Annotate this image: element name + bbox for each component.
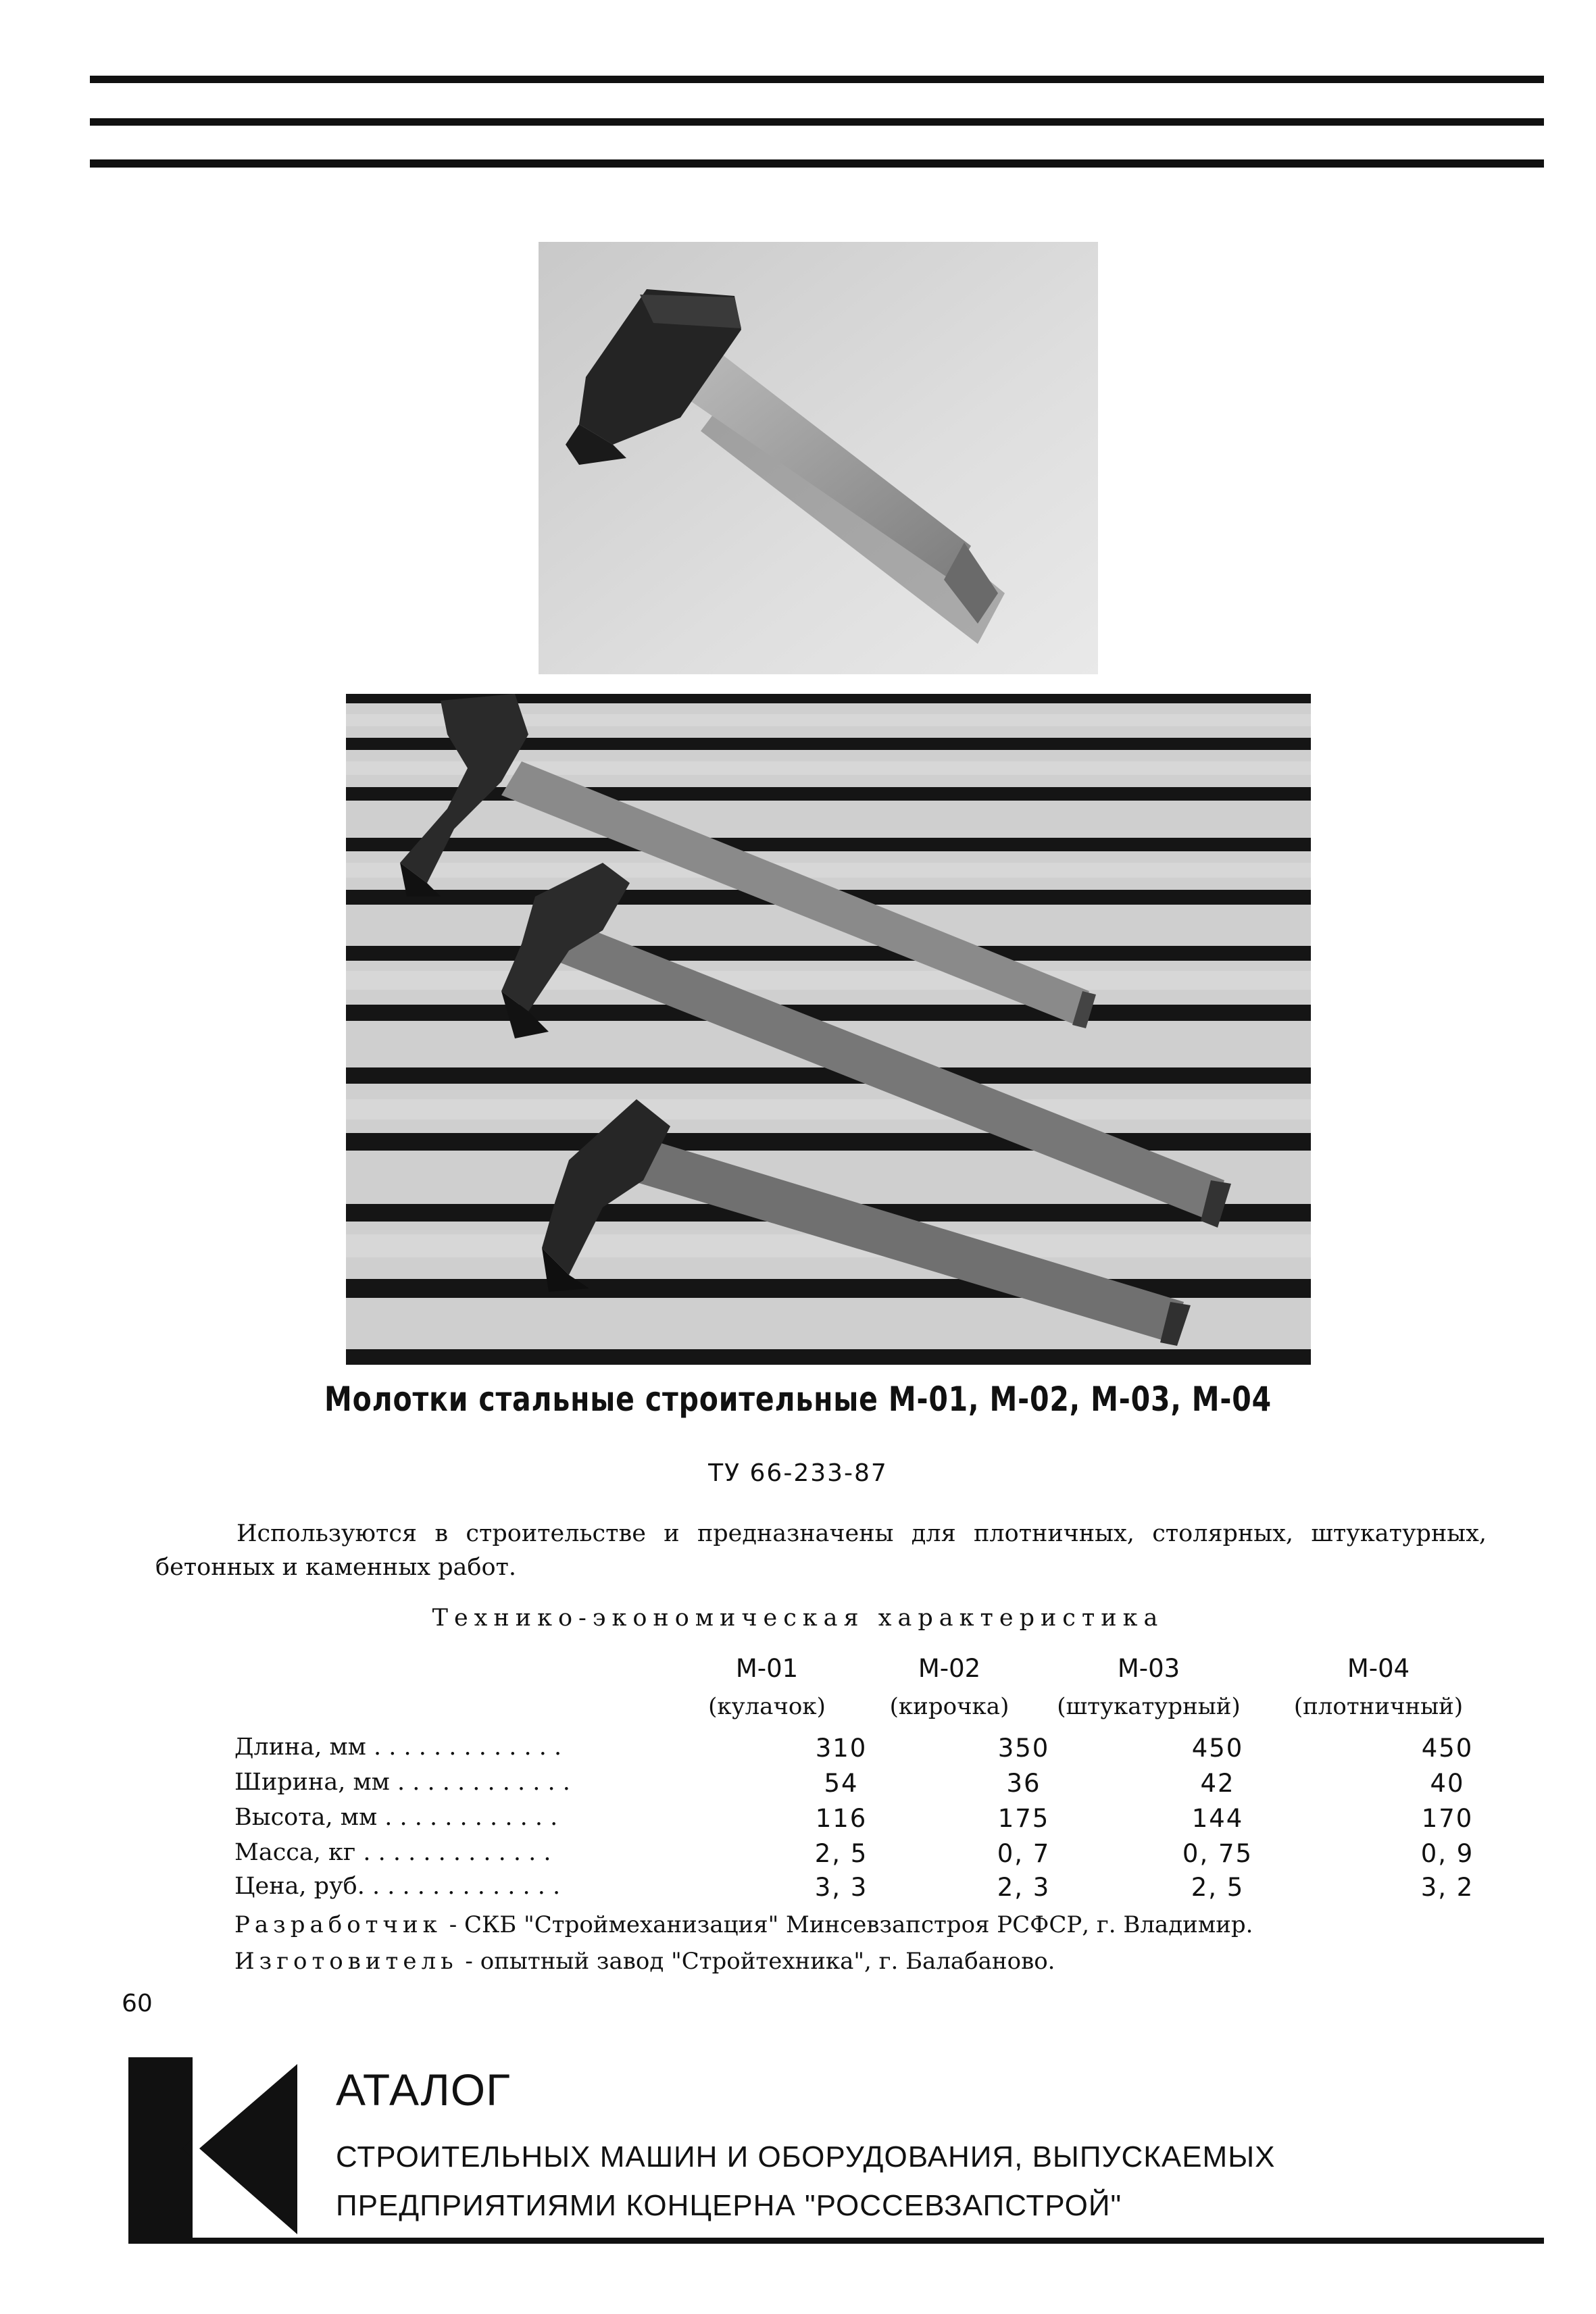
column-type: (кирочка) [889,1693,1009,1720]
cell-m01: 310 [815,1734,868,1763]
cell-m04: 40 [1430,1769,1465,1798]
cell-m04: 170 [1421,1804,1474,1833]
cell-m03: 42 [1200,1769,1235,1798]
cell-m02: 2, 3 [997,1873,1051,1902]
column-model: М-02 [918,1654,981,1683]
credits [234,1907,1253,1980]
catalog-subtitle-line-2: ПРЕДПРИЯТИЯМИ КОНЦЕРНА "РОССЕВЗАПСТРОЙ" [336,2189,1122,2222]
column-header-m01 [682,1650,851,1726]
cell-m02: 0, 7 [997,1839,1051,1868]
column-model: М-01 [735,1654,799,1683]
column-model: М-03 [1117,1654,1180,1683]
column-header-m04 [1270,1650,1487,1726]
developer-text: - СКБ "Строймеханизация" Минсевзапстроя РСФСР, г. Владимир. [449,1911,1253,1938]
column-header-m02 [865,1650,1034,1726]
row-label: Ширина, мм . . . . . . . . . . . . [234,1769,570,1796]
developer-line [234,1907,1253,1943]
developer-role: Разработчик [234,1911,442,1938]
page-number: 60 [122,1990,153,2017]
column-header-m03 [1041,1650,1257,1726]
catalog-subtitle-line-1: СТРОИТЕЛЬНЫХ МАШИН И ОБОРУДОВАНИЯ, ВЫПУСКАЕМЫХ [336,2140,1276,2173]
cell-m02: 36 [1006,1769,1041,1798]
product-description: Используются в строительстве и предназначены для плотничных, столярных, штукатурных, бетонных и каменных работ. [155,1520,1487,1581]
table-title: Технико-экономическая характеристика [432,1605,1164,1632]
sledgehammer-photo [539,242,1098,674]
header-rule-1 [90,76,1544,83]
manufacturer-role: Изготовитель [234,1948,458,1975]
cell-m02: 175 [997,1804,1050,1833]
cell-m01: 54 [824,1769,859,1798]
cell-m04: 0, 9 [1420,1839,1474,1868]
cell-m03: 144 [1191,1804,1244,1833]
column-type: (кулачок) [708,1693,826,1720]
cell-m03: 450 [1191,1734,1244,1763]
cell-m01: 116 [815,1804,868,1833]
spec-code: ТУ 66-233-87 [708,1459,888,1487]
footer-rule [128,2238,1544,2244]
manufacturer-text: - опытный завод "Стройтехника", г. Балабаново. [465,1948,1055,1975]
catalog-k-logo [128,2057,297,2240]
hammers-set-photo [346,694,1311,1365]
row-label: Масса, кг . . . . . . . . . . . . . [234,1839,551,1866]
row-label: Высота, мм . . . . . . . . . . . . [234,1804,558,1831]
row-label: Длина, мм . . . . . . . . . . . . . [234,1734,562,1761]
cell-m02: 350 [997,1734,1050,1763]
product-title: Молотки стальные строительные М-01, М-02, М-03, М-04 [324,1380,1272,1419]
column-model: М-04 [1347,1654,1410,1683]
cell-m01: 3, 3 [814,1873,868,1902]
manufacturer-line [234,1943,1253,1980]
header-rule-3 [90,159,1544,168]
column-type: (плотничный) [1293,1693,1464,1720]
cell-m04: 450 [1421,1734,1474,1763]
cell-m03: 0, 75 [1182,1839,1253,1868]
cell-m03: 2, 5 [1191,1873,1245,1902]
cell-m01: 2, 5 [814,1839,868,1868]
header-rule-2 [90,118,1544,126]
cell-m04: 3, 2 [1420,1873,1474,1902]
row-label: Цена, руб. . . . . . . . . . . . . . [234,1873,561,1900]
catalog-title: АТАЛОГ [336,2065,511,2115]
column-type: (штукатурный) [1057,1693,1241,1720]
